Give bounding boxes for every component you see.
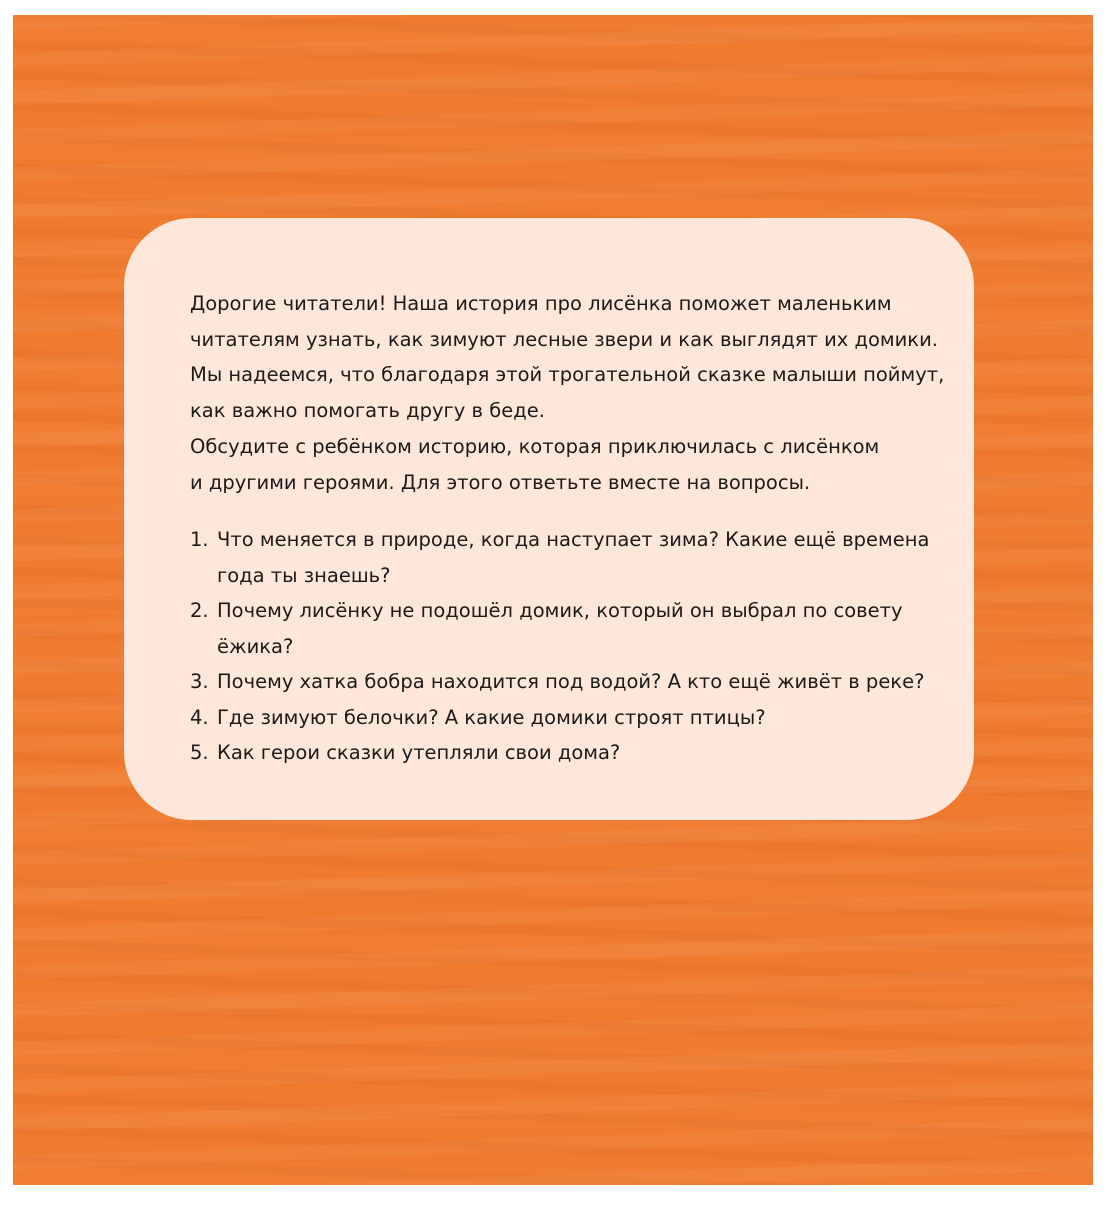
question-item [190, 664, 934, 700]
intro-line: как важно помогать другу в беде. [190, 399, 545, 423]
question-line: Как герои сказки утепляли свои дома? [217, 741, 621, 765]
question-number: 5. [190, 741, 209, 765]
question-number: 3. [190, 670, 209, 694]
question-number: 2. [190, 599, 209, 623]
question-line: Что меняется в природе, когда наступает зима? Какие ещё времена [217, 528, 930, 552]
question-item [190, 735, 934, 771]
text-card [124, 218, 974, 820]
question-number: 4. [190, 705, 209, 729]
question-line: Почему хатка бобра находится под водой? А кто ещё живёт в реке? [217, 670, 925, 694]
question-line: Почему лисёнку не подошёл домик, который он выбрал по совету [217, 599, 903, 623]
question-line: года ты знаешь? [217, 563, 391, 587]
intro-line: читателям узнать, как зимуют лесные звери и как выглядят их домики. [190, 327, 938, 351]
question-line: ёжика? [217, 634, 294, 658]
question-item [190, 700, 934, 736]
intro-line: Дорогие читатели! Наша история про лисёнка поможет маленьким [190, 292, 892, 315]
intro-text [190, 286, 945, 500]
question-item [190, 522, 934, 593]
intro-line: Мы надеемся, что благодаря этой трогательной сказке малыши поймут, [190, 363, 945, 387]
questions-list [190, 522, 934, 771]
question-line: Где зимуют белочки? А какие домики строят птицы? [217, 705, 766, 729]
intro-line: и другими героями. Для этого ответьте вместе на вопросы. [190, 470, 811, 494]
intro-line: Обсудите с ребёнком историю, которая приключилась с лисёнком [190, 434, 880, 458]
question-number: 1. [190, 528, 209, 552]
question-item [190, 593, 934, 664]
